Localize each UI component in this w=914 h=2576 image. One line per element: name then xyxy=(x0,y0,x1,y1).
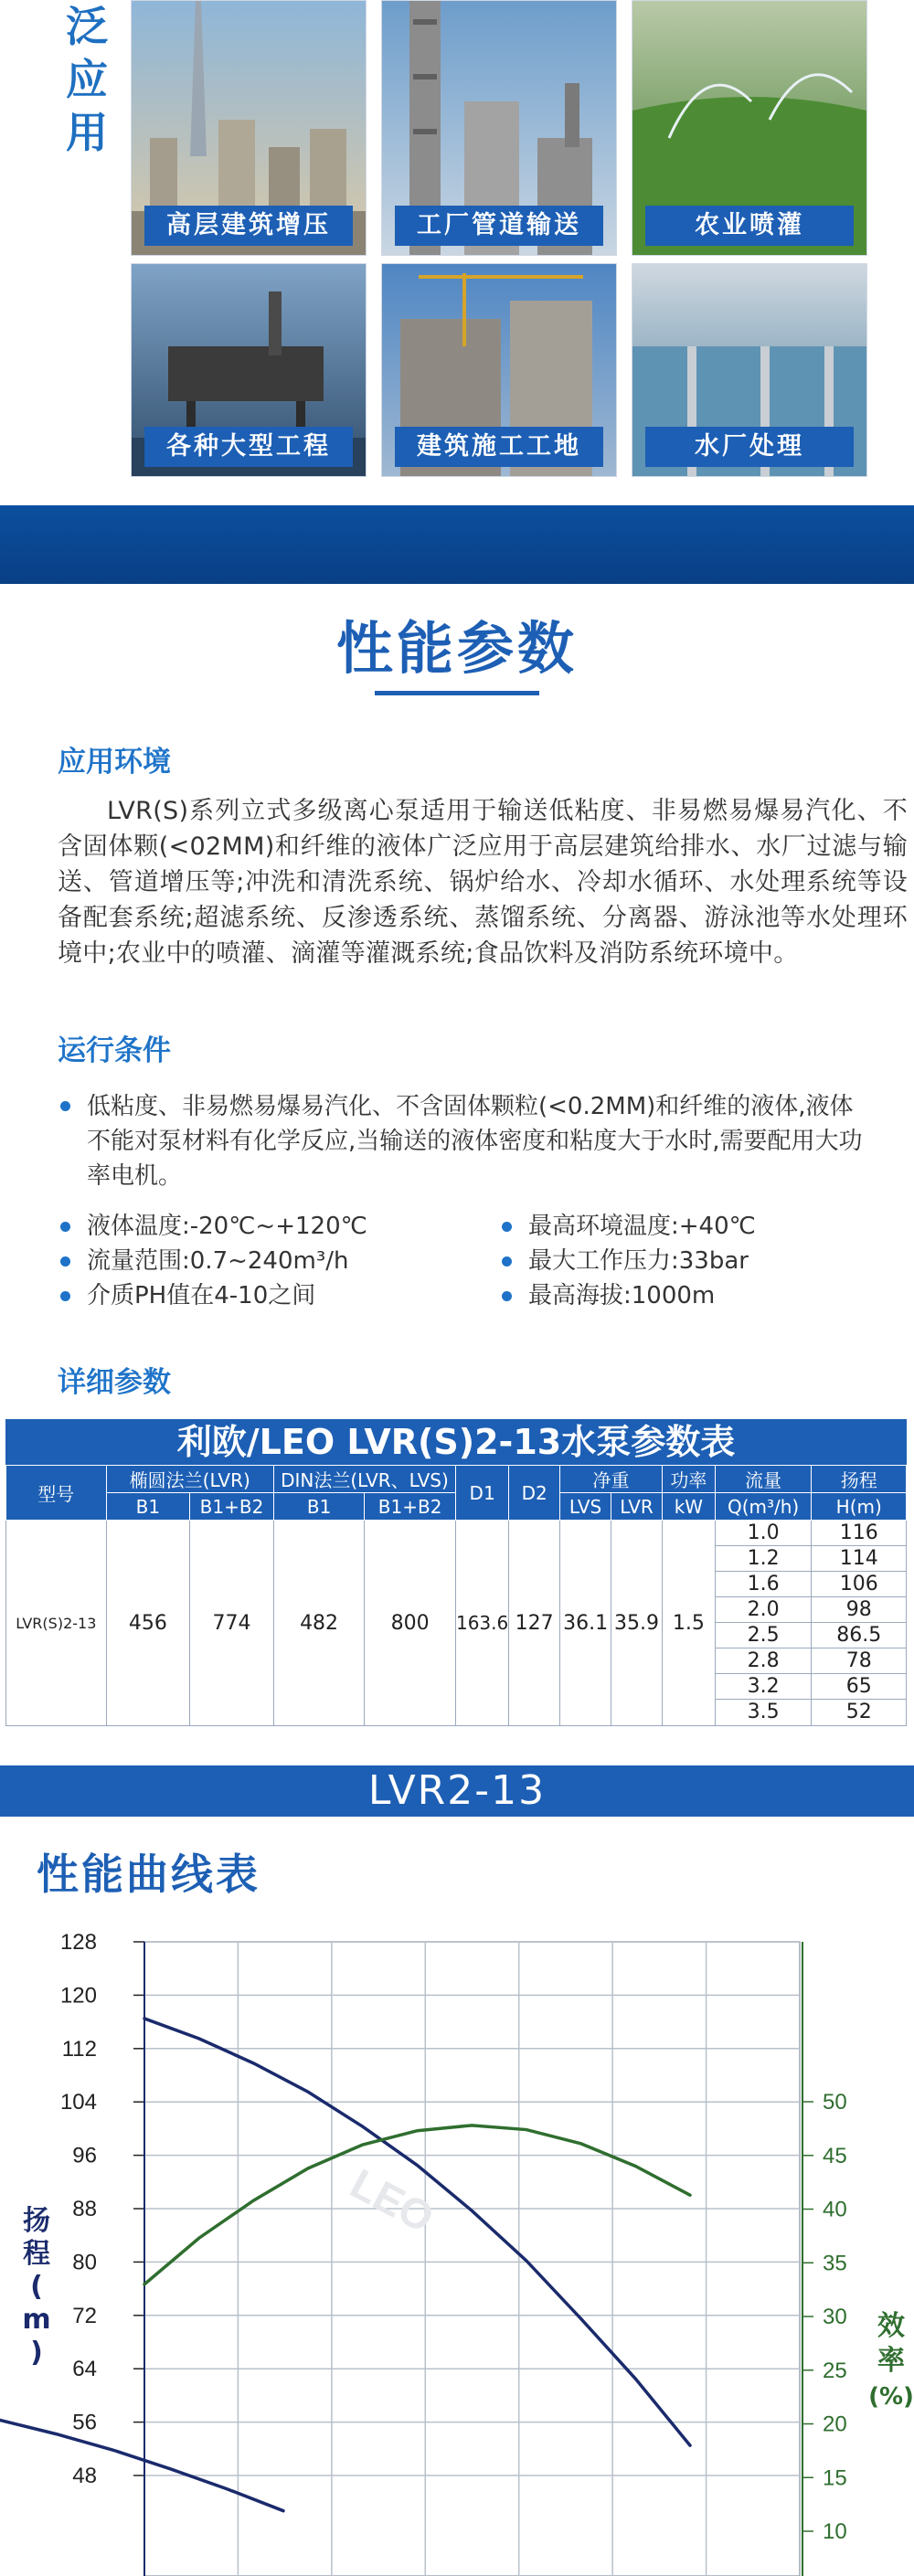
cell-b1b2-oval: 774 xyxy=(190,1521,274,1726)
side-char-2: 应 xyxy=(66,55,108,104)
head-value: 78 xyxy=(812,1648,906,1674)
section-divider-band xyxy=(0,505,914,584)
env-paragraph: LVR(S)系列立式多级离心泵适用于输送低粘度、非易燃易爆易汽化、不含固体颗(<02MM)和纤维的液体广泛应用于高层建筑给排水、水厂过滤与输送、管道增压等;冲洗和清洗系统、锅炉给水、冷却水循环、水处理系统等设备配套系统;超滤系统、反渗透系统、蒸馏系统、分离器、游泳池等水处理环境中;农业中的喷灌、滴灌等灌溉系统;食品饮料及消防系统环境中。 xyxy=(58,797,908,968)
cond-item: 液体温度:-20℃~+120℃ xyxy=(60,1209,367,1244)
cond-main xyxy=(60,1089,865,1193)
bullet-icon xyxy=(60,1256,70,1267)
cell-flow-list xyxy=(715,1521,812,1726)
table-header-row xyxy=(6,1466,907,1493)
curve-title: 性能曲线表 xyxy=(37,1850,260,1899)
cond-item: 流量范围:0.7~240m³/h xyxy=(60,1244,367,1278)
y-tick-label: 48 xyxy=(72,2464,97,2488)
app-tile-construction[interactable] xyxy=(381,263,617,477)
bullet-icon xyxy=(502,1291,512,1301)
cell-b1b2-din: 800 xyxy=(365,1521,456,1726)
col-head: 扬程 xyxy=(812,1466,907,1493)
y2-tick-label: 50 xyxy=(823,2090,847,2115)
cond-heading: 运行条件 xyxy=(58,1034,171,1067)
y2-tick-label: 45 xyxy=(823,2143,847,2168)
col-d2: D2 xyxy=(509,1466,560,1521)
col-model: 型号 xyxy=(6,1466,107,1521)
col-b1b2-oval: B1+B2 xyxy=(190,1493,274,1521)
bullet-icon xyxy=(60,1291,70,1301)
y-tick-label: 96 xyxy=(72,2143,97,2168)
application-side-label xyxy=(64,0,110,159)
y2-axis-label-unit: (%) xyxy=(868,2383,914,2411)
bullet-icon xyxy=(60,1222,70,1232)
col-flow: 流量 xyxy=(715,1466,812,1493)
bullet-icon xyxy=(60,1101,70,1111)
flow-value: 1.6 xyxy=(716,1572,812,1597)
col-b1b2-din: B1+B2 xyxy=(365,1493,456,1521)
y2-axis-label-char: 率 xyxy=(877,2345,905,2377)
y-tick-label: 128 xyxy=(59,1930,97,1955)
y-tick-label: 104 xyxy=(59,2090,97,2115)
y-axis-label-char: ( xyxy=(30,2271,43,2303)
cell-power: 1.5 xyxy=(662,1521,715,1726)
col-d1: D1 xyxy=(455,1466,508,1521)
col-lvs: LVS xyxy=(560,1493,611,1521)
y2-tick-label: 20 xyxy=(823,2412,847,2437)
app-caption: 农业喷灌 xyxy=(645,206,854,246)
cell-d2: 127 xyxy=(509,1521,560,1726)
y-axis-label-char: 扬 xyxy=(23,2205,50,2237)
col-q: Q(m³/h) xyxy=(715,1493,812,1521)
y-axis-label-char: m xyxy=(22,2304,51,2336)
cond-item: 介质PH值在4-10之间 xyxy=(60,1278,367,1313)
y2-tick-label: 30 xyxy=(823,2305,847,2330)
detail-heading: 详细参数 xyxy=(58,1366,171,1399)
y2-tick-label: 35 xyxy=(823,2251,847,2276)
cond-item: 最高海拔:1000m xyxy=(502,1278,756,1313)
flow-value: 3.5 xyxy=(747,1701,780,1723)
flow-value: 1.2 xyxy=(716,1546,812,1572)
side-char-3: 用 xyxy=(66,108,108,157)
y-axis-label-char: ) xyxy=(30,2337,43,2369)
cell-weight-lvs: 36.1 xyxy=(560,1521,611,1726)
y-tick-label: 80 xyxy=(72,2250,97,2275)
cond-item: 最大工作压力:33bar xyxy=(502,1244,756,1278)
col-b1-din: B1 xyxy=(273,1493,364,1521)
cond-item: 最高环境温度:+40℃ xyxy=(502,1209,756,1244)
cell-d1: 163.6 xyxy=(455,1521,508,1726)
col-power: 功率 xyxy=(662,1466,715,1493)
flow-value: 2.5 xyxy=(716,1623,812,1648)
y-tick-label: 72 xyxy=(72,2303,97,2328)
y2-axis-label-char: 效 xyxy=(877,2310,905,2342)
y-axis-label-char: 程 xyxy=(23,2238,50,2270)
head-value: 52 xyxy=(845,1701,872,1723)
app-tile-factory[interactable] xyxy=(381,0,617,256)
col-h: H(m) xyxy=(812,1493,907,1521)
y-tick-label: 56 xyxy=(72,2410,97,2435)
table-title: 利欧/LEO LVR(S)2-13水泵参数表 xyxy=(5,1419,907,1465)
app-caption: 工厂管道输送 xyxy=(395,206,603,246)
col-lvr: LVR xyxy=(611,1493,663,1521)
flow-value: 1.0 xyxy=(716,1521,812,1546)
head-value: 116 xyxy=(812,1521,906,1546)
col-kw: kW xyxy=(662,1493,715,1521)
y2-tick-label: 10 xyxy=(823,2519,847,2545)
cond-main-text: 低粘度、非易燃易爆易汽化、不含固体颗粒(<0.2MM)和纤维的液体,液体不能对泵材料有化学反应,当输送的液体密度和粘度大于水时,需要配用大功率电机。 xyxy=(87,1093,863,1190)
app-caption: 各种大型工程 xyxy=(144,427,353,467)
app-tile-large-projects[interactable] xyxy=(131,263,367,477)
watermark-logo: LEO xyxy=(343,2158,442,2242)
cell-b1-din: 482 xyxy=(273,1521,364,1726)
y-tick-label: 88 xyxy=(72,2197,97,2221)
y-tick-label: 120 xyxy=(59,1983,97,2009)
performance-chart xyxy=(0,1919,914,2576)
col-b1-oval: B1 xyxy=(106,1493,190,1521)
table-row xyxy=(6,1521,907,1726)
model-band: LVR2-13 xyxy=(0,1765,914,1817)
head-value: 86.5 xyxy=(812,1623,906,1648)
y2-tick-label: 15 xyxy=(823,2465,847,2491)
app-tile-agriculture[interactable] xyxy=(632,0,867,256)
flow-value: 2.8 xyxy=(716,1648,812,1674)
y2-tick-label: 40 xyxy=(823,2197,847,2222)
section-title: 性能参数 xyxy=(335,615,578,682)
cell-b1-oval: 456 xyxy=(106,1521,190,1726)
y-tick-label: 112 xyxy=(61,2036,97,2062)
cell-head-list xyxy=(812,1521,907,1726)
flow-value: 2.0 xyxy=(716,1597,812,1623)
app-caption: 水厂处理 xyxy=(645,427,854,467)
col-oval-flange: 椭圆法兰(LVR) xyxy=(106,1466,273,1493)
head-value: 106 xyxy=(812,1572,906,1597)
cond-right-list xyxy=(502,1209,756,1313)
flow-value: 3.2 xyxy=(716,1674,812,1700)
title-underline xyxy=(375,691,539,695)
head-value: 65 xyxy=(812,1674,906,1700)
col-din-flange: DIN法兰(LVR、LVS) xyxy=(273,1466,455,1493)
cell-model: LVR(S)2-13 xyxy=(6,1521,107,1726)
cond-left-list xyxy=(60,1209,367,1313)
col-weight: 净重 xyxy=(560,1466,663,1493)
head-value: 114 xyxy=(812,1546,906,1572)
bullet-icon xyxy=(502,1256,512,1267)
cell-weight-lvr: 35.9 xyxy=(611,1521,663,1726)
head-value: 98 xyxy=(812,1597,906,1623)
y-tick-label: 64 xyxy=(72,2357,97,2382)
plot-area xyxy=(144,1942,800,2576)
app-tile-highrise[interactable] xyxy=(131,0,367,256)
side-char-1: 泛 xyxy=(66,2,108,51)
app-caption: 高层建筑增压 xyxy=(144,206,353,246)
app-tile-water-plant[interactable] xyxy=(632,263,867,477)
bullet-icon xyxy=(502,1222,512,1232)
params-table xyxy=(5,1465,907,1726)
env-heading: 应用环境 xyxy=(58,746,171,779)
y2-tick-label: 25 xyxy=(823,2358,847,2383)
app-caption: 建筑施工工地 xyxy=(395,427,603,467)
